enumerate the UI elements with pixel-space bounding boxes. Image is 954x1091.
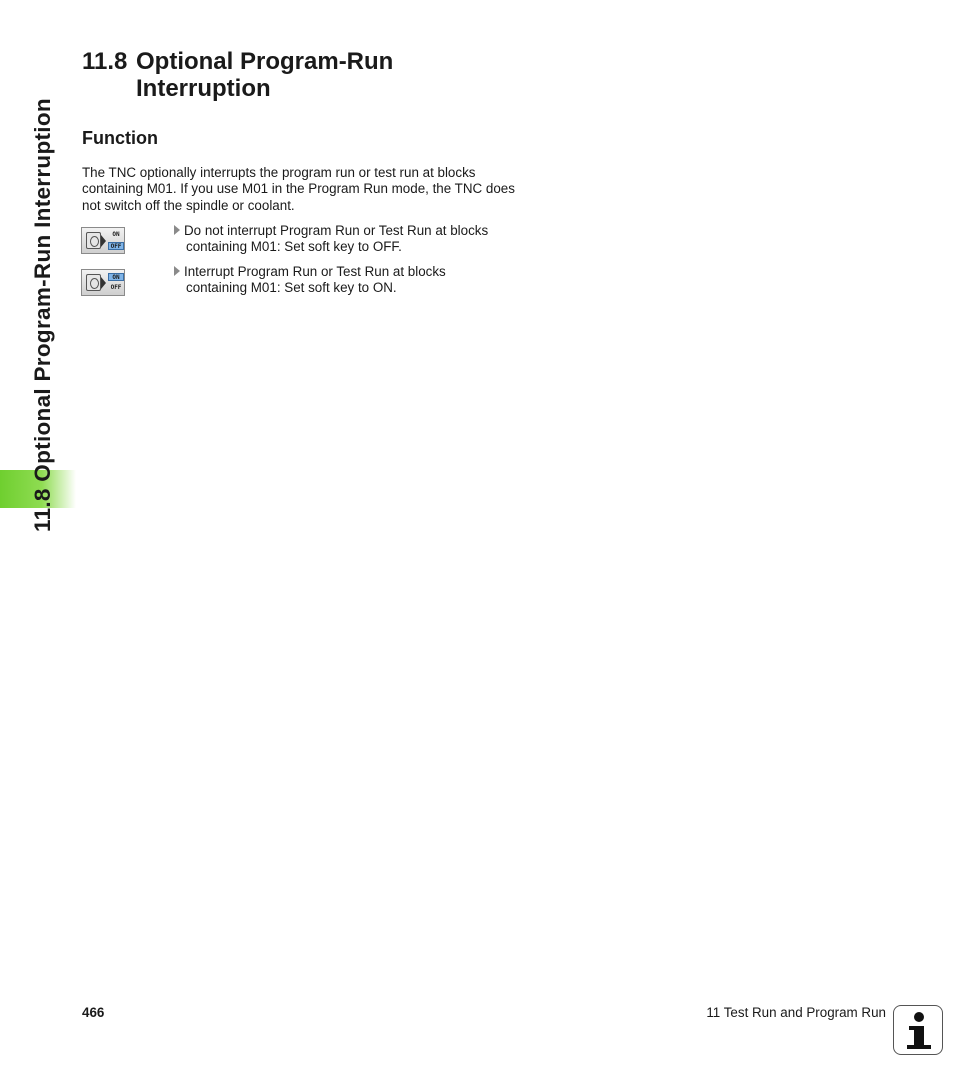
item-text-line1: Interrupt Program Run or Test Run at blocks — [184, 264, 446, 279]
bullet-triangle-icon — [174, 225, 180, 235]
softkey-on-label: ON — [112, 231, 120, 238]
subsection-title: Function — [82, 128, 158, 148]
softkey-off — [81, 227, 125, 254]
softkey-on-label: ON — [108, 273, 124, 281]
softkey-off-label: OFF — [108, 242, 124, 250]
list-item — [174, 264, 534, 297]
section-title-line2: Interruption — [136, 75, 271, 102]
softkey-icon — [86, 274, 101, 291]
softkey-on — [81, 269, 125, 296]
softkey-off-label: OFF — [110, 284, 122, 291]
item-text-line1: Do not interrupt Program Run or Test Run at blocks — [184, 223, 489, 238]
bullet-triangle-icon — [174, 266, 180, 276]
intro-paragraph: The TNC optionally interrupts the program run or test run at blocks containing M01. If you use M01 in the Program Run mode, the TNC does not switch off the spindle or coolant. — [82, 165, 515, 213]
info-icon — [893, 1005, 943, 1055]
section-title-line1: Optional Program-Run — [136, 48, 394, 75]
softkey-icon — [86, 232, 101, 249]
item-text-line2: containing M01: Set soft key to ON. — [186, 280, 397, 296]
item-text-line2: containing M01: Set soft key to OFF. — [186, 239, 402, 255]
softkey-arrow-icon — [101, 235, 106, 247]
list-item — [174, 223, 534, 256]
page-number: 466 — [82, 1005, 105, 1020]
softkey-arrow-icon — [101, 277, 106, 289]
chapter-title: 11 Test Run and Program Run — [706, 1005, 886, 1020]
section-number: 11.8 — [82, 48, 128, 75]
page-title — [82, 48, 542, 102]
sidebar-title: 11.8 Optional Program-Run Interruption — [30, 98, 55, 532]
